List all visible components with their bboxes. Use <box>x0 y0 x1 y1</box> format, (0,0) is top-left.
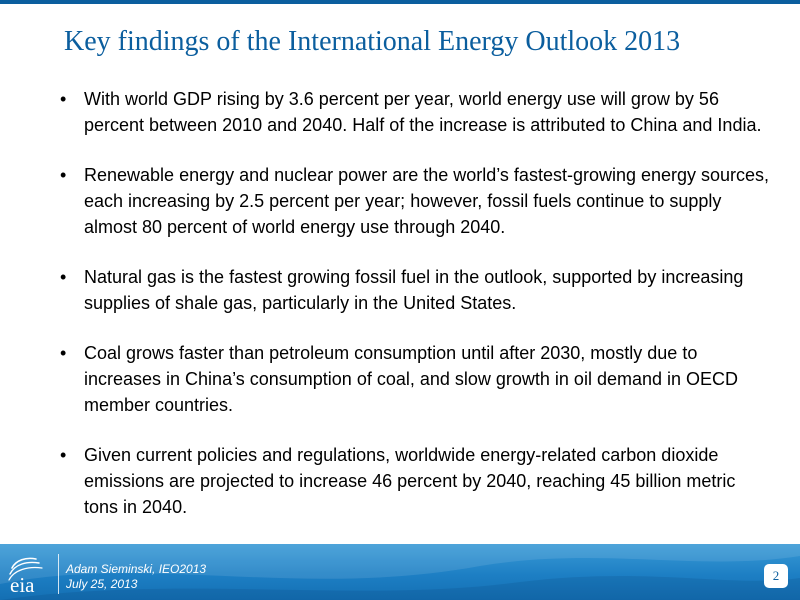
bullet-item <box>60 340 770 418</box>
bullet-item <box>60 264 770 316</box>
page-number-badge: 2 <box>764 564 788 588</box>
bullet-marker: • <box>60 165 67 185</box>
bullet-item <box>60 442 770 520</box>
bullet-text: Renewable energy and nuclear power are the world’s fastest-growing energy sources, each increasing by 2.5 percent per year; however, fossil fuels continue to supply almost 80 percent of world energy use through 2040. <box>84 165 770 237</box>
footer-date: July 25, 2013 <box>66 577 138 591</box>
bullet-marker: • <box>60 89 67 109</box>
footer-divider <box>58 554 59 594</box>
bullet-text: With world GDP rising by 3.6 percent per year, world energy use will grow by 56 percent between 2010 and 2040. Half of the increase is attributed to China and India. <box>84 89 762 135</box>
bullet-marker: • <box>60 445 67 465</box>
bullet-item <box>60 162 770 240</box>
bullet-item <box>60 86 770 138</box>
eia-logo-icon <box>6 554 52 596</box>
footer-author: Adam Sieminski, IEO2013 <box>66 562 207 576</box>
bullet-marker: • <box>60 267 67 287</box>
eia-logo-text: eia <box>10 573 35 596</box>
bullet-text: Given current policies and regulations, worldwide energy-related carbon dioxide emissions are projected to increase 46 percent by 2040, reaching 45 billion metric tons in 2040. <box>84 445 736 517</box>
slide-title: Key findings of the International Energy Outlook 2013 <box>64 26 681 57</box>
bullet-list <box>60 86 770 544</box>
bullet-text: Natural gas is the fastest growing fossil fuel in the outlook, supported by increasing supplies of shale gas, particularly in the United States. <box>84 267 744 313</box>
bullet-text: Coal grows faster than petroleum consumption until after 2030, mostly due to increases in China’s consumption of coal, and slow growth in oil demand in OECD member countries. <box>84 343 739 415</box>
footer-band <box>0 544 800 600</box>
top-rule <box>0 0 800 4</box>
bullet-marker: • <box>60 343 67 363</box>
